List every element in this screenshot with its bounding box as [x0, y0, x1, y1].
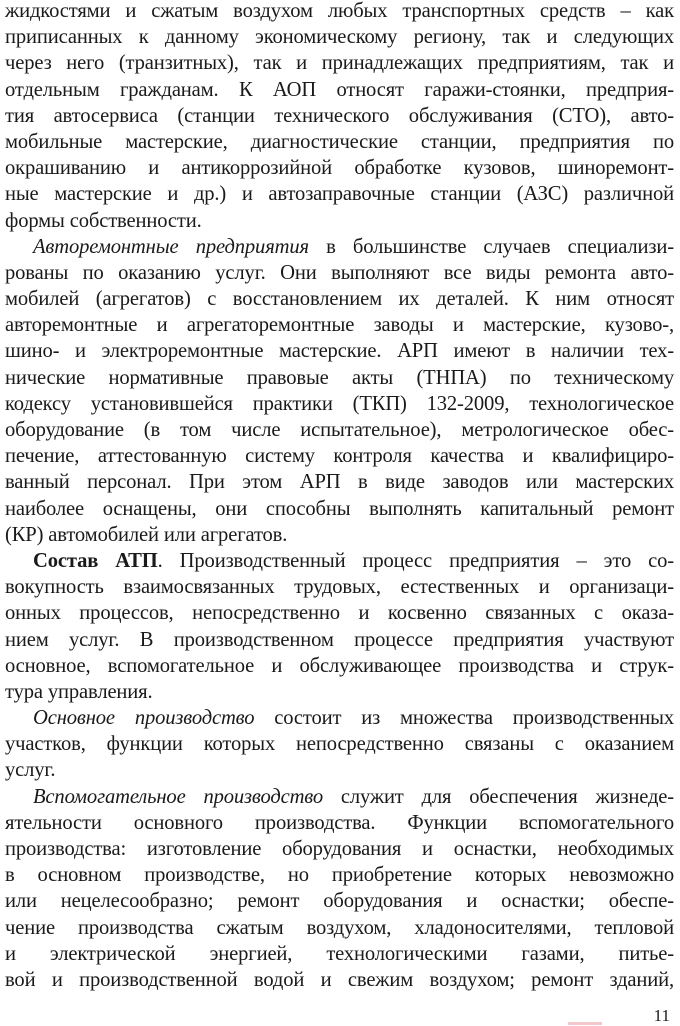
- term-repair-enterprises: Авторемонтные предприятия: [33, 235, 309, 258]
- text-line: участков, функции которых непосредственно связаны с оказанием: [5, 733, 674, 756]
- paragraph-auxiliary-production: [5, 784, 674, 994]
- text-line: вой и производственной водой и свежим воздухом; ремонт зданий,: [5, 968, 674, 991]
- text-line: (КР) автомобилей или агрегатов.: [5, 523, 288, 546]
- term-main-production: Основное производство: [33, 707, 255, 730]
- text-line: онных процессов, непосредственно и косвенно связанных с оказа-: [5, 602, 674, 625]
- text-line: и электрической энергией, технологическими газами, питье-: [5, 942, 674, 965]
- text-line: [5, 705, 674, 731]
- text-line: в основном производстве, но приобретение которых невозможно: [5, 864, 674, 887]
- page-number: 11: [653, 1006, 670, 1025]
- text-line: тия автосервиса (станции технического обслуживания (СТО), авто-: [5, 104, 674, 127]
- text-line: рованы по оказанию услуг. Они выполняют все виды ремонта авто-: [5, 261, 674, 284]
- text-line: мобильные мастерские, диагностические станции, предприятия по: [5, 130, 674, 153]
- text-line: авторемонтные и агрегаторемонтные заводы и мастерские, кузово-,: [5, 314, 674, 337]
- text-line: [5, 234, 674, 260]
- text-line: нием услуг. В производственном процессе предприятия участвуют: [5, 628, 674, 651]
- text-line: через него (транзитных), так и принадлежащих предприятиям, так и: [5, 52, 674, 75]
- text-fragment: в большинстве случаев специализи-: [308, 235, 674, 258]
- paragraph-repair-enterprises: [5, 234, 674, 548]
- text-line: кодексу установившейся практики (ТКП) 132-2009, технологическое: [5, 392, 674, 415]
- paragraph-atp-structure: [5, 548, 674, 705]
- text-fragment: состоит из множества производственных: [254, 707, 674, 730]
- text-line: печение, аттестованную систему контроля качества и квалифициро-: [5, 445, 674, 468]
- text-line: чение производства сжатым воздухом, хладоносителями, тепловой: [5, 916, 674, 939]
- text-line: [5, 548, 674, 574]
- text-line: нические нормативные правовые акты (ТНПА) по техническому: [5, 366, 674, 389]
- text-line: производства: изготовление оборудования и оснастки, необходимых: [5, 838, 674, 860]
- page-body: [5, 0, 674, 993]
- term-auxiliary-production: Вспомогательное производство: [33, 785, 323, 808]
- heading-atp-structure: Состав АТП: [33, 549, 158, 572]
- text-line: отдельным гражданам. К АОП относят гаражи-стоянки, предприя-: [5, 78, 674, 101]
- text-line: наиболее оснащены, они способны выполнять капитальный ремонт: [5, 497, 674, 520]
- text-line: мобилей (агрегатов) с восстановлением их деталей. К ним относят: [5, 288, 674, 311]
- text-line: ятельности основного производства. Функции вспомогательного: [5, 811, 674, 834]
- text-line: приписанных к данному экономическому региону, так и следующих: [5, 26, 674, 49]
- text-line: основное, вспомогательное и обслуживающее производства и струк-: [5, 654, 674, 677]
- text-line: вокупность взаимосвязанных трудовых, естественных и организаци-: [5, 576, 674, 599]
- text-line: или нецелесообразно; ремонт оборудования и оснастки; обеспе-: [5, 890, 674, 913]
- text-line: услуг.: [5, 759, 56, 782]
- text-line: окрашиванию и антикоррозийной обработке кузовов, шиноремонт-: [5, 157, 674, 180]
- text-line: [5, 784, 674, 810]
- text-line: ные мастерские и др.) и автозаправочные станции (АЗС) различной: [5, 183, 674, 206]
- edge-mark: [568, 1022, 602, 1025]
- text-line: оборудование (в том числе испытательное), метрологическое обес-: [5, 419, 674, 441]
- text-line: шино- и электроремонтные мастерские. АРП имеют в наличии тех-: [5, 340, 674, 363]
- text-line: ванный персонал. При этом АРП в виде заводов или мастерских: [5, 471, 674, 494]
- text-fragment: служит для обеспечения жизнеде-: [322, 785, 674, 808]
- paragraph-aop-continuation: [5, 0, 674, 234]
- text-fragment: . Производственный процесс предприятия – это со-: [157, 549, 674, 572]
- text-line: тура управления.: [5, 680, 153, 703]
- text-line: формы собственности.: [5, 209, 202, 232]
- text-line: жидкостями и сжатым воздухом любых транспортных средств – как: [5, 0, 674, 22]
- paragraph-main-production: [5, 705, 674, 784]
